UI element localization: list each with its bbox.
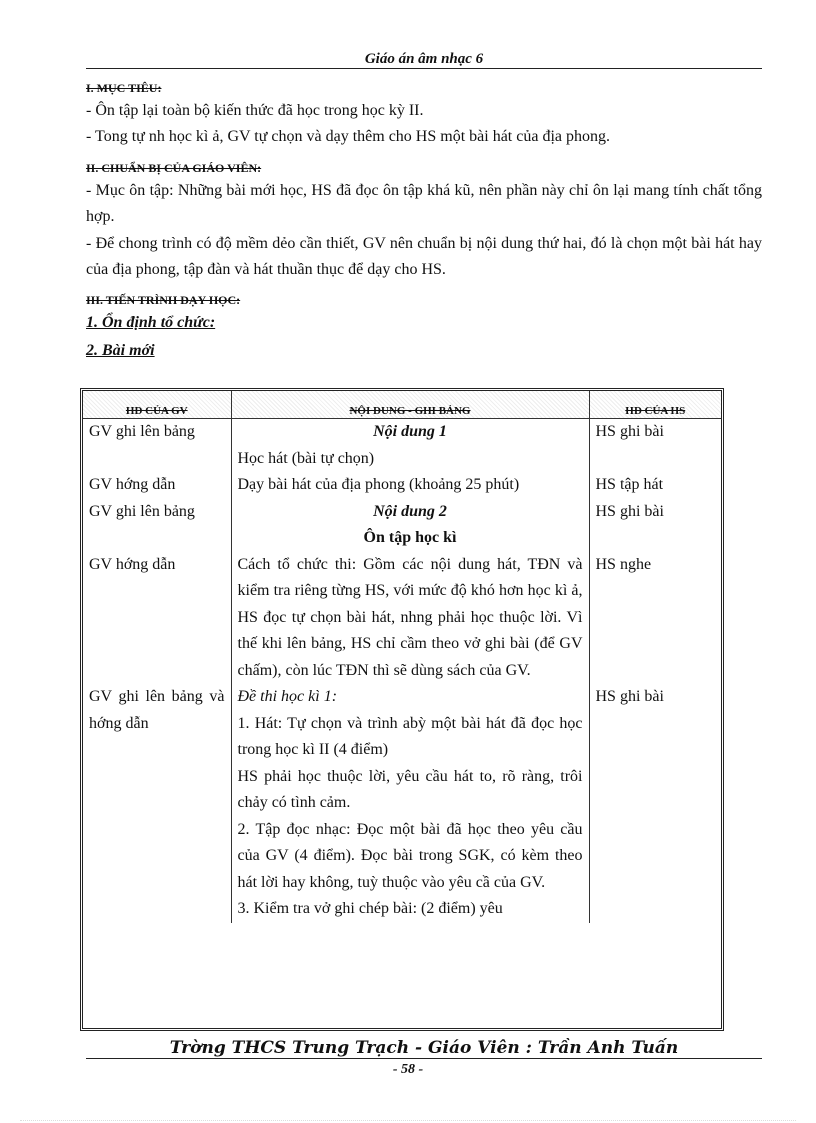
subheading-organization: 1. Ổn định tổ chức: — [86, 314, 216, 331]
nd-cell: Dạy bài hát của địa phong (khoảng 25 phút) — [231, 472, 589, 499]
nd-cell: 3. Kiểm tra vở ghi chép bài: (2 điểm) yêu — [231, 896, 589, 923]
hs-cell — [589, 896, 721, 923]
hs-cell — [589, 817, 721, 897]
nd-cell: Học hát (bài tự chọn) — [231, 446, 589, 473]
table-row — [83, 499, 721, 526]
section-heading-preparation: II. CHUẨN BỊ CỦA GIÁO VIÊN: — [86, 161, 262, 175]
hs-cell: HS ghi bài — [595, 423, 664, 440]
gv-cell — [83, 896, 231, 923]
table-header-row — [83, 391, 721, 419]
gv-cell — [83, 446, 231, 473]
objective-line-1: - Ôn tập lại toàn bộ kiến thức đã học trong học kỳ II. — [86, 102, 424, 119]
bottom-dotted-rule — [20, 1120, 796, 1121]
header-teacher-activity: HĐ CỦA GV — [83, 391, 231, 419]
nd-cell: Đề thi học kì 1: — [231, 684, 589, 711]
table-row — [83, 764, 721, 817]
gv-cell — [83, 764, 231, 817]
section-heading-procedure: III. TIẾN TRÌNH DẠY HỌC: — [86, 293, 241, 307]
table-row — [83, 817, 721, 897]
gv-cell: GV ghi lên bảng — [83, 499, 231, 526]
nd-cell: Nội dung 2 — [231, 499, 589, 526]
gv-cell: GV ghi lên bảng — [83, 419, 231, 446]
objective-line-2: - Tong tự nh học kì ả, GV tự chọn và dạy thêm cho HS một bài hát của địa phong. — [86, 128, 610, 145]
nd-cell: Cách tổ chức thi: Gồm các nội dung hát, TĐN và kiểm tra riêng từng HS, với mức độ khó hơn học kì ả, HS đọc tự chọn bài hát, nhng phải học thuộc lời. Vì thế khi lên bảng, HS chỉ cầm theo vở ghi bài (để GV chấm), còn lúc TĐN thì sẽ dùng sách của GV. — [231, 552, 589, 685]
gv-cell — [83, 525, 231, 552]
preparation-paragraph-2: - Để chong trình có độ mềm dẻo cần thiết, GV nên chuẩn bị nội dung thứ hai, đó là chọn một bài hát hay của địa phong, tập đàn và hát thuần thục để dạy cho HS. — [86, 235, 762, 278]
table-row — [83, 525, 721, 552]
nd-cell: Ôn tập học kì — [231, 525, 589, 552]
preparation-paragraph-1: - Mục ôn tập: Những bài mới học, HS đã đọc ôn tập khá kũ, nên phần này chỉ ôn lại mang tính chất tổng hợp. — [86, 182, 762, 225]
table-row — [83, 684, 721, 711]
header-content: NỘI DUNG - GHI BẢNG — [231, 391, 589, 419]
hs-cell — [589, 525, 721, 552]
hs-cell — [589, 711, 721, 764]
subheading-new-lesson: 2. Bài mới — [86, 342, 155, 359]
hs-cell: HS ghi bài — [595, 688, 664, 705]
hs-cell — [589, 446, 721, 473]
table-row — [83, 552, 721, 685]
table-row — [83, 446, 721, 473]
page-footer: Trờng THCS Trung Trạch - Giáo Viên : Trần Anh Tuấn — [86, 1038, 762, 1059]
hs-cell — [589, 764, 721, 817]
nd-cell: HS phải học thuộc lời, yêu cầu hát to, rõ ràng, trôi chảy có tình cảm. — [231, 764, 589, 817]
lesson-table — [80, 388, 724, 1031]
hs-cell: HS ghi bài — [595, 502, 664, 520]
page-number: - 58 - — [392, 1062, 424, 1077]
gv-cell: GV ghi lên bảng và hớng dẫn — [83, 684, 231, 764]
hs-cell: HS nghe — [595, 555, 652, 573]
hs-cell: HS tập hát — [595, 476, 664, 493]
header-student-activity: HĐ CỦA HS — [589, 391, 721, 419]
nd-cell: Nội dung 1 — [231, 419, 589, 446]
section-heading-objectives: I. MỤC TIÊU: — [86, 81, 162, 95]
gv-cell: GV hớng dẫn — [83, 472, 231, 499]
nd-cell: 1. Hát: Tự chọn và trình abỳ một bài hát đã đọc học trong học kì II (4 điểm) — [231, 711, 589, 764]
gv-cell — [83, 817, 231, 897]
gv-cell: GV hớng dẫn — [83, 552, 231, 685]
table-row — [83, 419, 721, 446]
table-row — [83, 896, 721, 923]
page-header: Giáo án âm nhạc 6 — [86, 50, 762, 69]
table-row — [83, 472, 721, 499]
nd-cell: 2. Tập đọc nhạc: Đọc một bài đã học theo yêu cầu của GV (4 điểm). Đọc bài trong SGK, có kèm theo hát lời hay không, tuỳ thuộc vào yêu cầ của GV. — [231, 817, 589, 897]
